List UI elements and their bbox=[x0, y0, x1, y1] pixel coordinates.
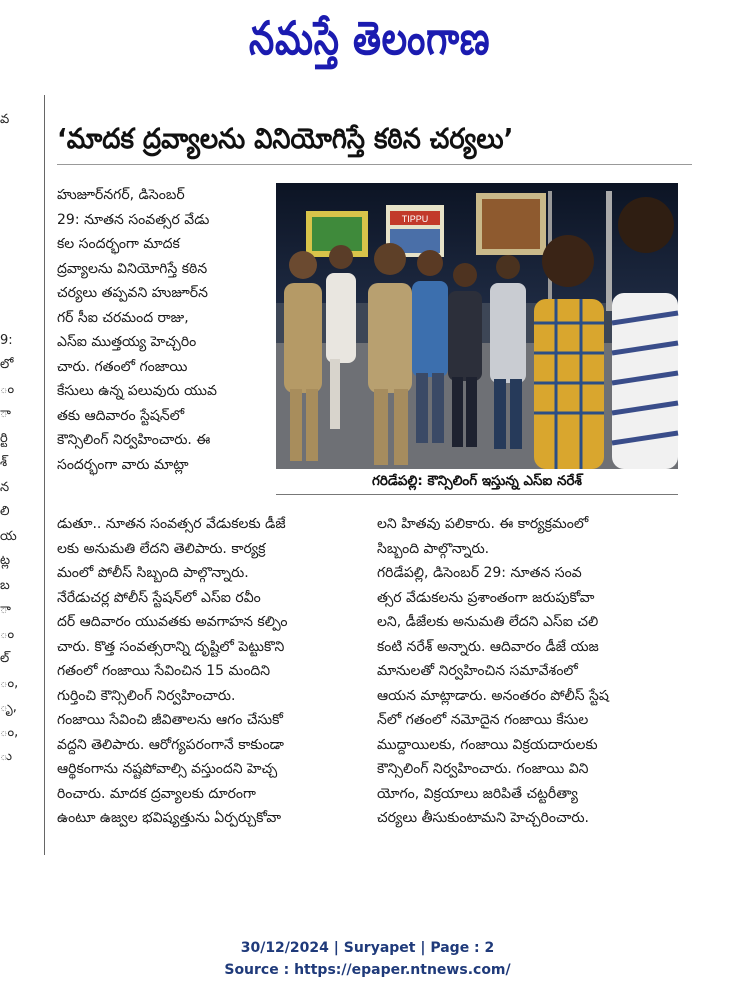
article-column-bottom-left bbox=[57, 512, 367, 831]
article-text-line: రించారు. మాదక ద్రవ్యాలకు దూరంగా bbox=[57, 785, 256, 802]
article-text-line: తకు ఆదివారం స్టేషన్‌లో bbox=[57, 407, 185, 424]
prev-column-line: ర్టి bbox=[0, 430, 8, 446]
caption-divider bbox=[276, 494, 678, 495]
article-text-line: ముద్దాయిలకు, గంజాయి విక్రయదారులకు bbox=[377, 736, 598, 753]
article-text-line: లకు అనుమతి లేదని తెలిపారు. కార్యక్ర bbox=[57, 540, 266, 557]
article-text-line: చారు. కొత్త సంవత్సరాన్ని దృష్టిలో పెట్టుకొని bbox=[57, 638, 285, 655]
article-text-line: త్సర వేడుకలను ప్రశాంతంగా జరుపుకోవా bbox=[377, 589, 595, 606]
prev-column-line: ా bbox=[0, 602, 11, 617]
article-column-top-left bbox=[57, 183, 271, 477]
footer-source-link[interactable]: Source : https://epaper.ntnews.com/ bbox=[224, 962, 511, 978]
prev-column-line bbox=[0, 206, 14, 231]
article-text-line: ఎస్ఐ ముత్తయ్య హెచ్చరిం bbox=[57, 334, 197, 350]
prev-column-line bbox=[0, 157, 14, 182]
prev-column-line: ం, bbox=[0, 675, 19, 691]
article-text-line: ఆర్థికంగాను నష్టపోవాల్సి వస్తుందని హెచ్చ bbox=[57, 761, 278, 777]
article-text-line: డుతూ.. నూతన సంవత్సర వేడుకలకు డీజే bbox=[57, 516, 286, 532]
prev-column-line bbox=[0, 133, 14, 158]
prev-column-line: 9: bbox=[0, 332, 13, 348]
article-text-line: దర్ ఆదివారం యువతకు అవగాహన కల్పిం bbox=[57, 614, 288, 630]
news-photo bbox=[276, 183, 678, 469]
article-text-line: యోగం, విక్రయాలు జరిపితే చట్టరీత్యా bbox=[377, 785, 578, 802]
article-text-line: చర్యలు తప్పవని హుజూర్‌న bbox=[57, 285, 208, 301]
prev-column-line bbox=[0, 182, 14, 207]
prev-column-line: బ bbox=[0, 577, 10, 593]
footer-edition-info: 30/12/2024 | Suryapet | Page : 2 bbox=[240, 940, 495, 956]
article-text-line: ఉంటూ ఉజ్వల భవిష్యత్తును ఏర్పర్చుకోవా bbox=[57, 810, 282, 826]
article-text-line: గుర్తించి కౌన్సిలింగ్ నిర్వహించారు. bbox=[57, 687, 236, 704]
article-text-line: కౌన్సిలింగ్ నిర్వహించారు. ఈ bbox=[57, 432, 211, 448]
prev-column-line bbox=[0, 231, 14, 256]
news-photo-officers-and-youth-night-icon bbox=[276, 183, 678, 469]
masthead bbox=[170, 8, 570, 68]
article-text-line: 29: నూతన సంవత్సర వేడు bbox=[57, 211, 210, 228]
prev-column-line: లి bbox=[0, 504, 10, 519]
photo-caption: గరిడేపల్లి: కౌన్సిలింగ్ ఇస్తున్న ఎస్ఐ నరేశ్ bbox=[372, 473, 582, 489]
column-divider bbox=[44, 95, 45, 855]
previous-article-column-fragment bbox=[0, 108, 19, 848]
svg-text:TIPPU: TIPPU bbox=[401, 214, 429, 224]
headline-text: ‘మాదక ద్రవ్యాలను వినియోగిస్తే కఠిన చర్యలు’ bbox=[57, 122, 514, 155]
article-text-line: లని హితవు పలికారు. ఈ కార్యక్రమంలో bbox=[377, 516, 589, 532]
prev-column-line: ృ, bbox=[0, 700, 17, 715]
article-text-line: చర్యలు తీసుకుంటామని హెచ్చరించారు. bbox=[377, 810, 590, 826]
prev-column-line: ం, bbox=[0, 724, 19, 740]
article-text-line: హుజూర్‌నగర్, డిసెంబర్ bbox=[57, 187, 185, 203]
prev-column-line bbox=[0, 255, 14, 280]
article-text-line: చారు. గతంలో గంజాయి bbox=[57, 358, 188, 375]
prev-column-line: న bbox=[0, 479, 10, 495]
article-text-line: మానులతో నిర్వహించిన సమావేశంలో bbox=[377, 663, 578, 679]
prev-column-line: ల్ bbox=[0, 651, 10, 666]
article-text-line: వద్దని తెలిపారు. ఆరోగ్యపరంగానే కాకుండా bbox=[57, 736, 284, 753]
article-text-line: న్‌లో గతంలో నమోదైన గంజాయి కేసుల bbox=[377, 712, 589, 728]
prev-column-line: ట్ల bbox=[0, 553, 11, 568]
article-text-line: కల సందర్భంగా మాదక bbox=[57, 236, 180, 252]
prev-column-line: ం bbox=[0, 626, 15, 642]
article-text-line: ఆయన మాట్లాడారు. అనంతరం పోలీస్ స్టేష bbox=[377, 687, 609, 704]
article-text-line: గర్ సీఐ చరమంద రాజు, bbox=[57, 309, 189, 326]
article-text-line: కౌన్సిలింగ్ నిర్వహించారు. గంజాయి విని bbox=[377, 761, 589, 777]
prev-column-line bbox=[0, 304, 14, 329]
article-headline bbox=[57, 118, 692, 165]
article-text-line: ద్రవ్యాలను వినియోగిస్తే కఠిన bbox=[57, 260, 208, 277]
article-text-line: మంలో పోలీస్ సిబ్బంది పాల్గొన్నారు. bbox=[57, 565, 249, 581]
prev-column-line bbox=[0, 280, 14, 305]
prev-column-line: వ bbox=[0, 112, 10, 127]
article-text-line: కంటి నరేశ్ అన్నారు. ఆదివారం డీజే యజ bbox=[377, 638, 599, 655]
article-text-line: గతంలో గంజాయి సేవించిన 15 మందిని bbox=[57, 663, 271, 679]
article-text-line: కేసులు ఉన్న పలువురు యువ bbox=[57, 383, 217, 399]
prev-column-line: శ్ bbox=[0, 455, 8, 470]
article-text-line: గరిడేపల్లి, డిసెంబర్ 29: నూతన సంవ bbox=[377, 565, 582, 581]
article-column-bottom-right bbox=[377, 512, 682, 831]
prev-column-line: య bbox=[0, 528, 17, 544]
masthead-title: నమస్తే తెలంగాణ bbox=[249, 11, 491, 65]
article-text-line: సిబ్బంది పాల్గొన్నారు. bbox=[377, 540, 490, 557]
prev-column-line: ా bbox=[0, 406, 11, 421]
article-text-line: లని, డీజేలకు అనుమతి లేదని ఎస్ఐ చలి bbox=[377, 614, 599, 630]
prev-column-line: లో bbox=[0, 357, 14, 372]
prev-column-line: ు bbox=[0, 749, 13, 764]
article-text-line: నేరేడుచర్ల పోలీస్ స్టేషన్‌లో ఎస్ఐ రవీం bbox=[57, 589, 261, 606]
prev-column-line: ం bbox=[0, 381, 15, 397]
article-text-line: గంజాయి సేవించి జీవితాలను ఆగం చేసుకో bbox=[57, 712, 283, 728]
article-text-line: సందర్భంగా వారు మాట్లా bbox=[57, 456, 189, 473]
